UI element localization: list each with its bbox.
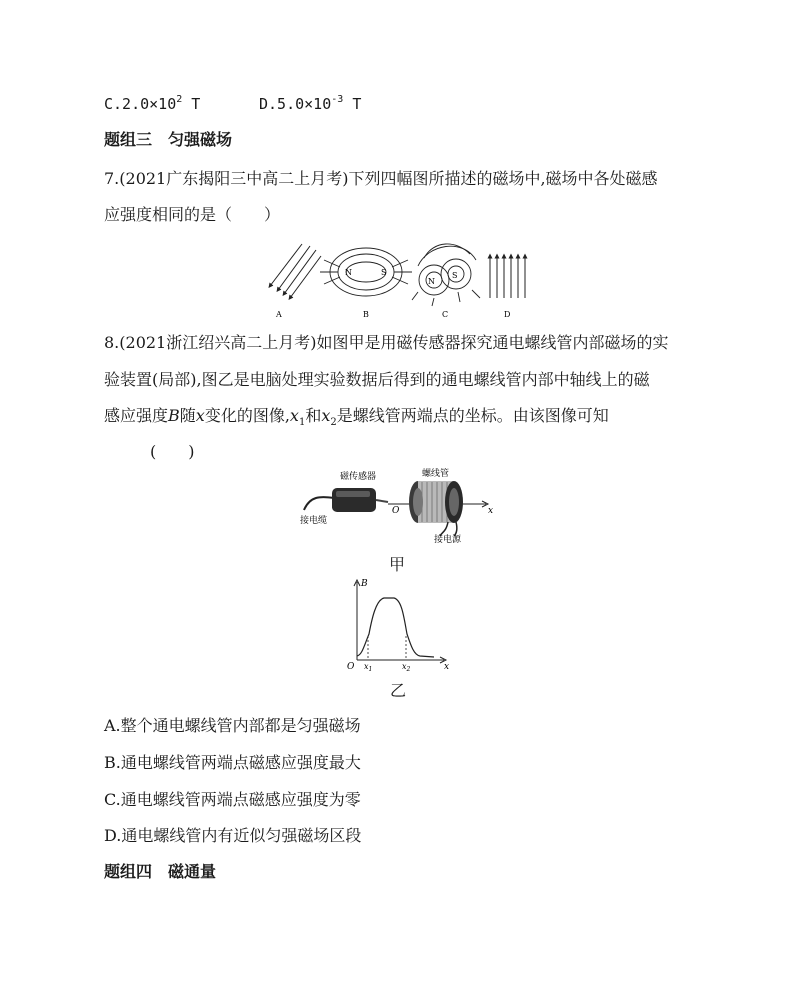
prev-options-row — [104, 93, 362, 118]
figure-b-magnet-field — [320, 248, 412, 296]
q8-option-d: D.通电螺线管内有近似匀强磁场区段 — [104, 826, 362, 845]
figure-label-d: D — [504, 310, 511, 319]
magnetic-sensor — [332, 488, 388, 512]
q8-apparatus-figure — [296, 466, 500, 546]
q8-answer-blank: ( ) — [150, 442, 195, 461]
figure-caption-jia: 甲 — [389, 555, 406, 574]
figure-caption-yi: 乙 — [390, 681, 407, 700]
section-4-title: 题组四 磁通量 — [104, 862, 217, 881]
axis-label-jia: x — [488, 506, 494, 516]
section-3-title: 题组三 匀强磁场 — [104, 130, 233, 149]
figure-a-diagonal-lines — [270, 244, 321, 298]
pole-s-b: S — [381, 268, 387, 277]
solenoid-label: 螺线管 — [422, 469, 450, 479]
figure-c-pole-field — [412, 244, 480, 306]
q7-text-line2: 应强度相同的是（ ） — [104, 205, 281, 224]
solenoid — [409, 481, 463, 523]
pole-s-c: S — [452, 271, 458, 280]
x-axis-label: x — [444, 662, 450, 672]
bx-curve — [357, 598, 434, 657]
q8-bx-graph — [340, 576, 452, 672]
origin-label-yi: O — [347, 662, 355, 672]
x2-tick-label: $x_2$ — [402, 662, 411, 672]
pole-n-b: N — [345, 268, 352, 277]
y-axis-label: B — [361, 579, 368, 589]
q8-text-line3: 感应强度B随x变化的图像$,x_1$和$x_2$是螺线管两端点的坐标。由该图像可知 — [104, 406, 609, 428]
sensor-label: 磁传感器 — [340, 472, 377, 482]
cable-label: 接电缆 — [300, 516, 328, 526]
figure-d-parallel-lines — [490, 256, 525, 298]
q7-field-figure — [258, 234, 548, 322]
figure-label-a: A — [276, 310, 282, 319]
origin-label-jia: O — [392, 506, 400, 516]
q8-text-line2: 验装置(局部),图乙是电脑处理实验数据后得到的通电螺线管内部中轴线上的磁 — [104, 370, 650, 389]
figure-label-b: B — [363, 310, 369, 319]
q7-text-line1: 7.(2021广东揭阳三中高二上月考)下列四幅图所描述的磁场中,磁场中各处磁感 — [104, 169, 658, 188]
figure-label-c: C — [442, 310, 449, 319]
pole-n-c: N — [428, 277, 435, 286]
q8-option-a: A.整个通电螺线管内部都是匀强磁场 — [104, 716, 361, 735]
q8-option-c: C.通电螺线管两端点磁感应强度为零 — [104, 790, 361, 809]
power-label: 接电源 — [434, 535, 462, 545]
q8-option-b: B.通电螺线管两端点磁感应强度最大 — [104, 753, 361, 772]
q8-text-line1: 8.(2021浙江绍兴高二上月考)如图甲是用磁传感器探究通电螺线管内部磁场的实 — [104, 333, 669, 352]
option-c: $C.2.0\times 10^2$ T — [104, 94, 201, 113]
option-d: $D.5.0\times 10^{-3}$ T — [259, 94, 362, 113]
x1-tick-label: $x_1$ — [364, 662, 373, 672]
